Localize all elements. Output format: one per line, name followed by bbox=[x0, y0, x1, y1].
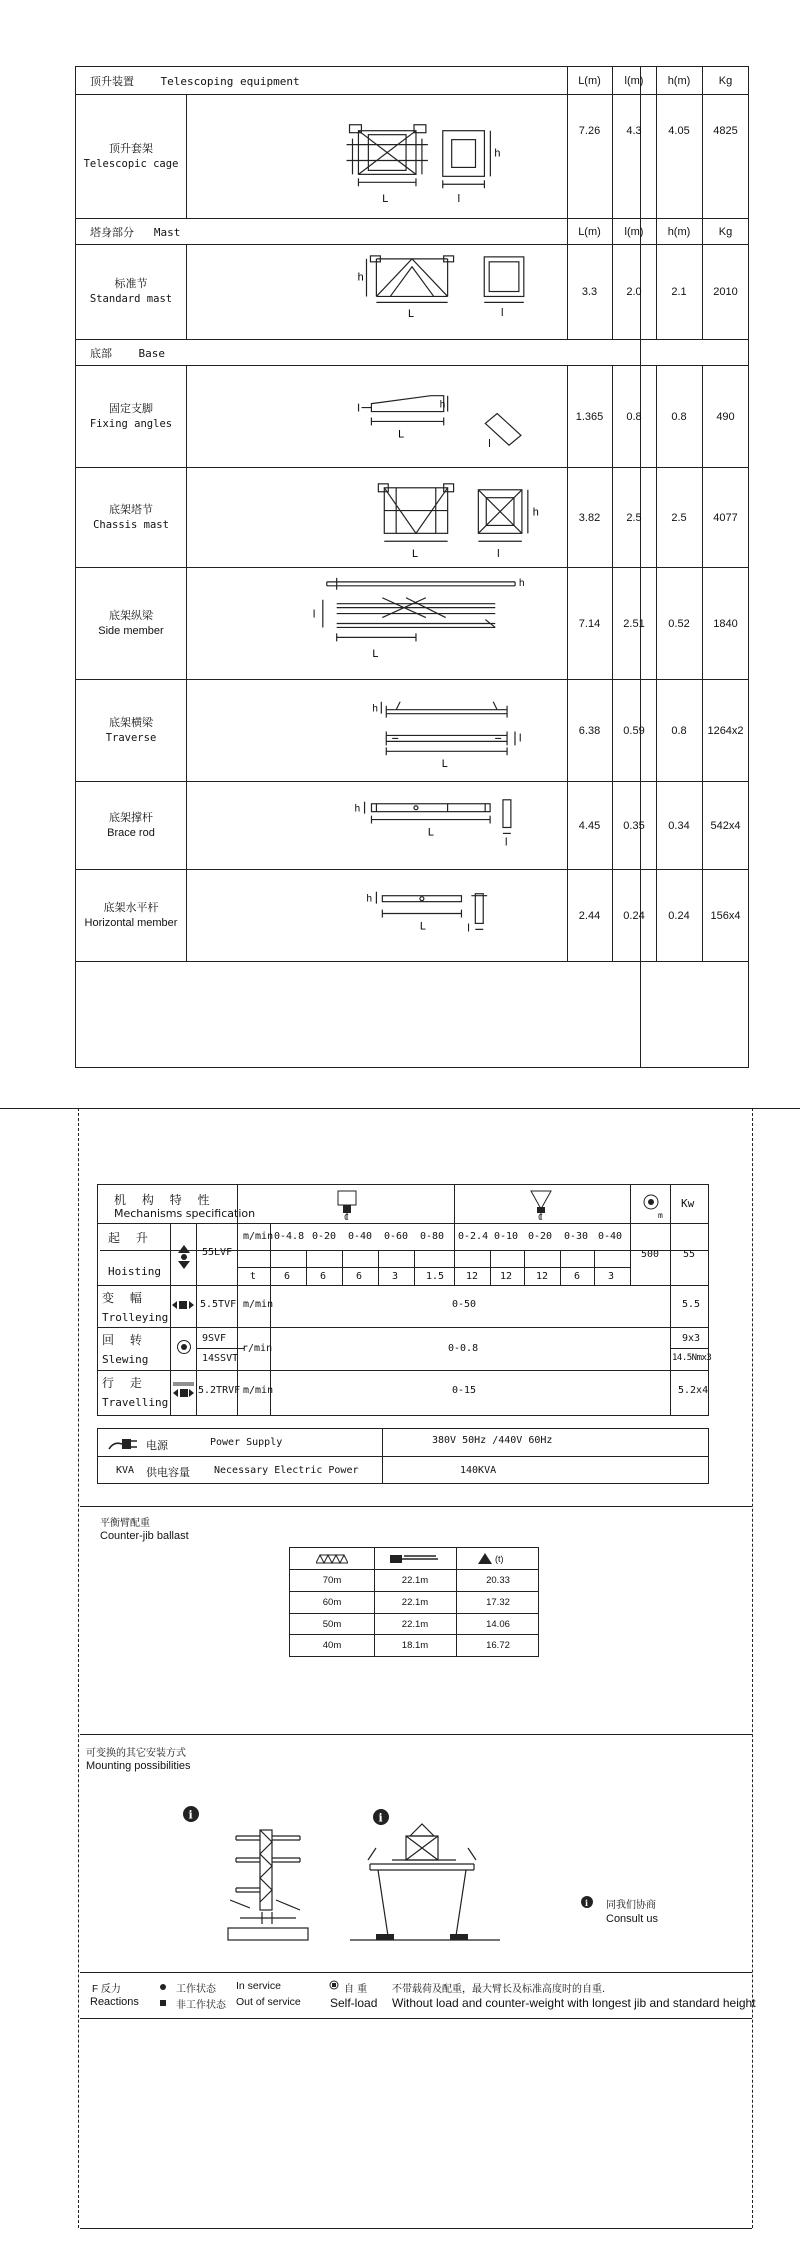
part-name: 底架横梁 Traverse bbox=[105, 716, 157, 744]
consult-en: Consult us bbox=[606, 1913, 658, 1925]
trolleying-kw: 5.5 bbox=[682, 1299, 701, 1310]
load: 6 bbox=[574, 1271, 581, 1282]
square-icon bbox=[160, 2000, 166, 2006]
slewing-motor2: 14SSVT bbox=[202, 1353, 239, 1364]
travelling-motor: 5.2TRVF bbox=[198, 1385, 241, 1396]
val-h: 2.5 bbox=[671, 511, 687, 524]
ballast-length: 22.1m bbox=[401, 1618, 429, 1630]
ballast-weight: 14.06 bbox=[486, 1618, 510, 1630]
val-kg: 542x4 bbox=[710, 819, 741, 832]
val-kg: 1840 bbox=[713, 617, 738, 630]
val-kg: 2010 bbox=[713, 286, 738, 298]
val-h: 0.52 bbox=[668, 617, 690, 630]
divider bbox=[80, 2018, 752, 2019]
section-header-telescoping bbox=[76, 67, 748, 94]
dim-h: h bbox=[357, 271, 364, 284]
val-L: 1.365 bbox=[575, 410, 604, 423]
load: 3 bbox=[608, 1271, 615, 1282]
val-l: 0.24 bbox=[623, 909, 645, 922]
part-name: 顶升套架 Telescopic cage bbox=[83, 142, 179, 170]
ballast-title-cn: 平衡臂配重 bbox=[100, 1518, 150, 1529]
val-L: 2.44 bbox=[578, 909, 601, 922]
empty-row bbox=[76, 961, 748, 1069]
mechanisms-title-en: Mechanisms specification bbox=[114, 1207, 256, 1220]
slewing-range: 0-0.8 bbox=[448, 1343, 479, 1354]
power-supply-cn: 电源 bbox=[146, 1439, 168, 1452]
col-L: L(m) bbox=[578, 74, 601, 87]
dim-l: l bbox=[467, 922, 470, 935]
part-row bbox=[76, 365, 748, 467]
col-h: h(m) bbox=[667, 225, 691, 238]
hoisting-m: 500 bbox=[641, 1249, 660, 1260]
dim-h: h bbox=[354, 803, 361, 815]
ballast-jib: 60m bbox=[322, 1597, 342, 1608]
mounting-title-cn: 可变换的其它安装方式 bbox=[86, 1748, 186, 1759]
slewing-kw2: 14.5Nmx3 bbox=[672, 1353, 712, 1363]
val-L: 7.26 bbox=[578, 125, 601, 137]
hoisting-kw: 55 bbox=[683, 1249, 696, 1260]
svg-text:i: i bbox=[188, 1808, 193, 1822]
part-name: 底架撑杆 Brace rod bbox=[107, 811, 155, 839]
hoisting-en: Hoisting bbox=[108, 1265, 161, 1278]
load: 6 bbox=[320, 1271, 327, 1282]
divider bbox=[80, 2228, 752, 2229]
speed: 0-4.8 bbox=[274, 1231, 305, 1242]
ballast-unit: (t) bbox=[495, 1554, 504, 1564]
speed: 0-40 bbox=[348, 1231, 373, 1242]
dim-l: l bbox=[497, 548, 500, 561]
val-l: 4.3 bbox=[626, 125, 642, 137]
val-kg: 156x4 bbox=[710, 909, 741, 922]
in-service-cn: 工作状态 bbox=[176, 1984, 216, 1995]
svg-text:i: i bbox=[585, 1898, 589, 1908]
consult-cn: 同我们协商 bbox=[606, 1900, 656, 1911]
trolleying-motor: 5.5TVF bbox=[200, 1299, 237, 1310]
plug-icon bbox=[108, 1437, 138, 1451]
dim-h: h bbox=[519, 577, 525, 589]
ballast-jib: 40m bbox=[322, 1640, 342, 1651]
val-L: 7.14 bbox=[578, 617, 601, 630]
val-h: 0.24 bbox=[668, 909, 690, 922]
ballast-jib: 70m bbox=[322, 1575, 342, 1586]
dim-l: l bbox=[501, 307, 504, 320]
speed: 0-40 bbox=[598, 1231, 623, 1242]
part-name: 底架纵梁 Side member bbox=[98, 609, 164, 637]
col-l: l(m) bbox=[624, 74, 644, 87]
kw-header: Kw bbox=[681, 1197, 695, 1210]
trolleying-unit: m/min bbox=[243, 1299, 274, 1310]
self-load-note-cn: 不带载荷及配重，最大臂长及标准高度时的自重. bbox=[392, 1984, 606, 1995]
self-load-cn: 自 重 bbox=[344, 1984, 368, 1995]
dim-l: l bbox=[504, 836, 508, 849]
section-title: 塔身部分 Mast bbox=[90, 225, 181, 239]
hoisting-icon bbox=[176, 1245, 192, 1269]
out-service-en: Out of service bbox=[236, 1996, 301, 2008]
load: 1.5 bbox=[426, 1271, 445, 1282]
part-name: 标准节 Standard mast bbox=[89, 278, 173, 305]
reactions-cn: F 反力 bbox=[92, 1984, 121, 1995]
ballast-length: 22.1m bbox=[401, 1597, 429, 1608]
val-l: 0.35 bbox=[623, 819, 645, 832]
kva-cn: 供电容量 bbox=[146, 1466, 190, 1479]
info-icon bbox=[581, 1896, 593, 1908]
col-h: h(m) bbox=[667, 74, 691, 87]
part-row bbox=[76, 244, 748, 339]
dim-L: L bbox=[398, 428, 405, 441]
travelling-range: 0-15 bbox=[452, 1385, 477, 1396]
mechanisms-table bbox=[97, 1184, 712, 1416]
dim-L: L bbox=[412, 548, 419, 561]
travel-icon bbox=[172, 1381, 196, 1399]
part-row bbox=[76, 781, 748, 869]
right-margin-line bbox=[752, 1108, 753, 2228]
mounting-diagram bbox=[180, 1800, 600, 1950]
drum-icon bbox=[642, 1193, 660, 1211]
self-load-note-en: Without load and counter-weight with longest jib and standard height bbox=[392, 1996, 756, 2010]
c-label: C bbox=[344, 1213, 349, 1222]
section-header-mast bbox=[76, 218, 748, 244]
page-separator bbox=[0, 1108, 800, 1109]
load: 12 bbox=[536, 1271, 549, 1282]
divider bbox=[80, 1506, 752, 1507]
part-row bbox=[76, 869, 748, 961]
speed: 0-20 bbox=[312, 1231, 337, 1242]
info-icon bbox=[183, 1806, 199, 1822]
val-h: 4.05 bbox=[668, 125, 690, 137]
val-L: 3.3 bbox=[581, 286, 598, 298]
slewing-icon bbox=[176, 1339, 192, 1355]
mechanisms-title-cn: 机 构 特 性 bbox=[114, 1193, 216, 1207]
c2-label: C bbox=[538, 1213, 543, 1222]
mounting-title-en: Mounting possibilities bbox=[86, 1760, 191, 1772]
part-name: 固定支脚 Fixing angles bbox=[89, 402, 173, 430]
reactions-en: Reactions bbox=[90, 1996, 139, 2008]
ballast-weight: 16.72 bbox=[486, 1640, 510, 1651]
ballast-weight: 20.33 bbox=[486, 1575, 510, 1586]
val-kg: 490 bbox=[716, 410, 735, 423]
section-header-base bbox=[76, 339, 748, 365]
power-supply-en: Power Supply bbox=[210, 1437, 283, 1448]
dim-L: L bbox=[419, 920, 426, 933]
self-load-en: Self-load bbox=[330, 1996, 378, 2010]
dim-L: L bbox=[408, 308, 415, 321]
slewing-en: Slewing bbox=[102, 1353, 149, 1366]
col-L: L(m) bbox=[578, 225, 601, 238]
ballast-jib: 50m bbox=[322, 1618, 342, 1630]
slewing-unit: r/min bbox=[242, 1343, 273, 1354]
val-h: 0.34 bbox=[668, 819, 690, 832]
load: 6 bbox=[284, 1271, 291, 1282]
slewing-cn: 回 转 bbox=[102, 1333, 148, 1347]
part-name: 底架塔节 Chassis mast bbox=[93, 503, 169, 531]
section-title: 顶升装置 Telescoping equipment bbox=[90, 74, 300, 88]
hoisting-unit-load: t bbox=[250, 1271, 257, 1282]
val-l: 0.59 bbox=[623, 724, 645, 737]
hoisting-unit-speed: m/min bbox=[243, 1231, 274, 1242]
part-row bbox=[76, 679, 748, 781]
dim-h: h bbox=[366, 893, 373, 905]
dim-h: h bbox=[494, 147, 501, 160]
kva-label: KVA bbox=[116, 1465, 135, 1476]
part-row bbox=[76, 467, 748, 567]
out-service-cn: 非工作状态 bbox=[176, 2000, 226, 2011]
dim-l: l bbox=[488, 438, 491, 451]
left-margin-line bbox=[78, 1108, 79, 2228]
travelling-en: Travelling bbox=[102, 1396, 169, 1409]
val-L: 6.38 bbox=[578, 724, 601, 737]
trolleying-cn: 变 幅 bbox=[102, 1291, 148, 1305]
val-l: 2.51 bbox=[623, 617, 645, 630]
counter-jib-icon bbox=[390, 1554, 438, 1564]
jib-icon bbox=[316, 1554, 348, 1564]
hoisting-cn: 起 升 bbox=[108, 1231, 154, 1245]
travelling-cn: 行 走 bbox=[102, 1376, 148, 1390]
dim-L: L bbox=[382, 193, 389, 206]
kva-value: 140KVA bbox=[460, 1465, 497, 1476]
hoisting-motor: 55LVF bbox=[202, 1247, 233, 1258]
ballast-length: 22.1m bbox=[401, 1575, 429, 1586]
dim-h: h bbox=[372, 703, 378, 715]
section-title: 底部 Base bbox=[90, 346, 165, 360]
load: 12 bbox=[466, 1271, 479, 1282]
dim-L: L bbox=[372, 648, 379, 661]
power-table bbox=[97, 1428, 709, 1484]
val-L: 4.45 bbox=[578, 819, 601, 832]
svg-text:i: i bbox=[378, 1811, 383, 1825]
parts-table bbox=[75, 66, 749, 1068]
speed: 0-80 bbox=[420, 1231, 445, 1242]
ballast-weight: 17.32 bbox=[486, 1597, 510, 1608]
divider bbox=[80, 1972, 752, 1973]
ballast-title-en: Counter-jib ballast bbox=[100, 1530, 189, 1542]
part-row bbox=[76, 567, 748, 679]
val-l: 2.0 bbox=[626, 286, 642, 298]
speed: 0-10 bbox=[494, 1231, 519, 1242]
dim-l: l bbox=[312, 608, 316, 621]
bullet-icon bbox=[160, 1984, 166, 1990]
info-icon bbox=[373, 1809, 389, 1825]
m-label: m bbox=[658, 1211, 663, 1220]
load: 12 bbox=[500, 1271, 513, 1282]
slewing-kw1: 9x3 bbox=[682, 1333, 701, 1344]
ballast-table bbox=[289, 1547, 539, 1657]
trolleying-range: 0-50 bbox=[452, 1299, 477, 1310]
speed: 0-30 bbox=[564, 1231, 589, 1242]
col-kg: Kg bbox=[718, 74, 733, 87]
ballast-length: 18.1m bbox=[401, 1640, 429, 1651]
travelling-unit: m/min bbox=[243, 1385, 274, 1396]
col-l: l(m) bbox=[624, 225, 644, 238]
weight-icon bbox=[478, 1553, 492, 1564]
val-h: 0.8 bbox=[671, 724, 687, 737]
col-kg: Kg bbox=[718, 225, 733, 238]
val-kg: 1264x2 bbox=[707, 724, 744, 737]
power-supply-value: 380V 50Hz /440V 60Hz bbox=[432, 1435, 553, 1446]
load: 6 bbox=[356, 1271, 363, 1282]
dim-h: h bbox=[532, 506, 539, 519]
trolley-icon bbox=[172, 1299, 194, 1311]
load: 3 bbox=[392, 1271, 399, 1282]
dim-h: h bbox=[439, 399, 446, 411]
trolleying-en: Trolleying bbox=[102, 1311, 169, 1324]
dim-L: L bbox=[427, 826, 434, 839]
part-name: 底架水平杆 Horizontal member bbox=[84, 901, 178, 929]
val-l: 2.5 bbox=[626, 511, 642, 524]
dim-L: L bbox=[441, 758, 448, 771]
slewing-motor1: 9SVF bbox=[202, 1333, 227, 1344]
val-l: 0.8 bbox=[626, 410, 642, 423]
dim-l: l bbox=[457, 193, 461, 206]
travelling-kw: 5.2x4 bbox=[678, 1385, 709, 1396]
val-h: 0.8 bbox=[671, 410, 687, 423]
part-row bbox=[76, 94, 748, 218]
speed: 0-20 bbox=[528, 1231, 553, 1242]
divider bbox=[80, 1734, 752, 1735]
val-kg: 4825 bbox=[713, 125, 738, 137]
val-kg: 4077 bbox=[713, 511, 738, 524]
in-service-en: In service bbox=[236, 1980, 281, 1992]
val-h: 2.1 bbox=[671, 286, 687, 298]
dim-l: l bbox=[518, 732, 522, 745]
speed: 0-2.4 bbox=[458, 1231, 489, 1242]
speed: 0-60 bbox=[384, 1231, 409, 1242]
val-L: 3.82 bbox=[578, 511, 601, 524]
self-load-icon bbox=[329, 1980, 339, 1990]
kva-en: Necessary Electric Power bbox=[214, 1465, 359, 1476]
